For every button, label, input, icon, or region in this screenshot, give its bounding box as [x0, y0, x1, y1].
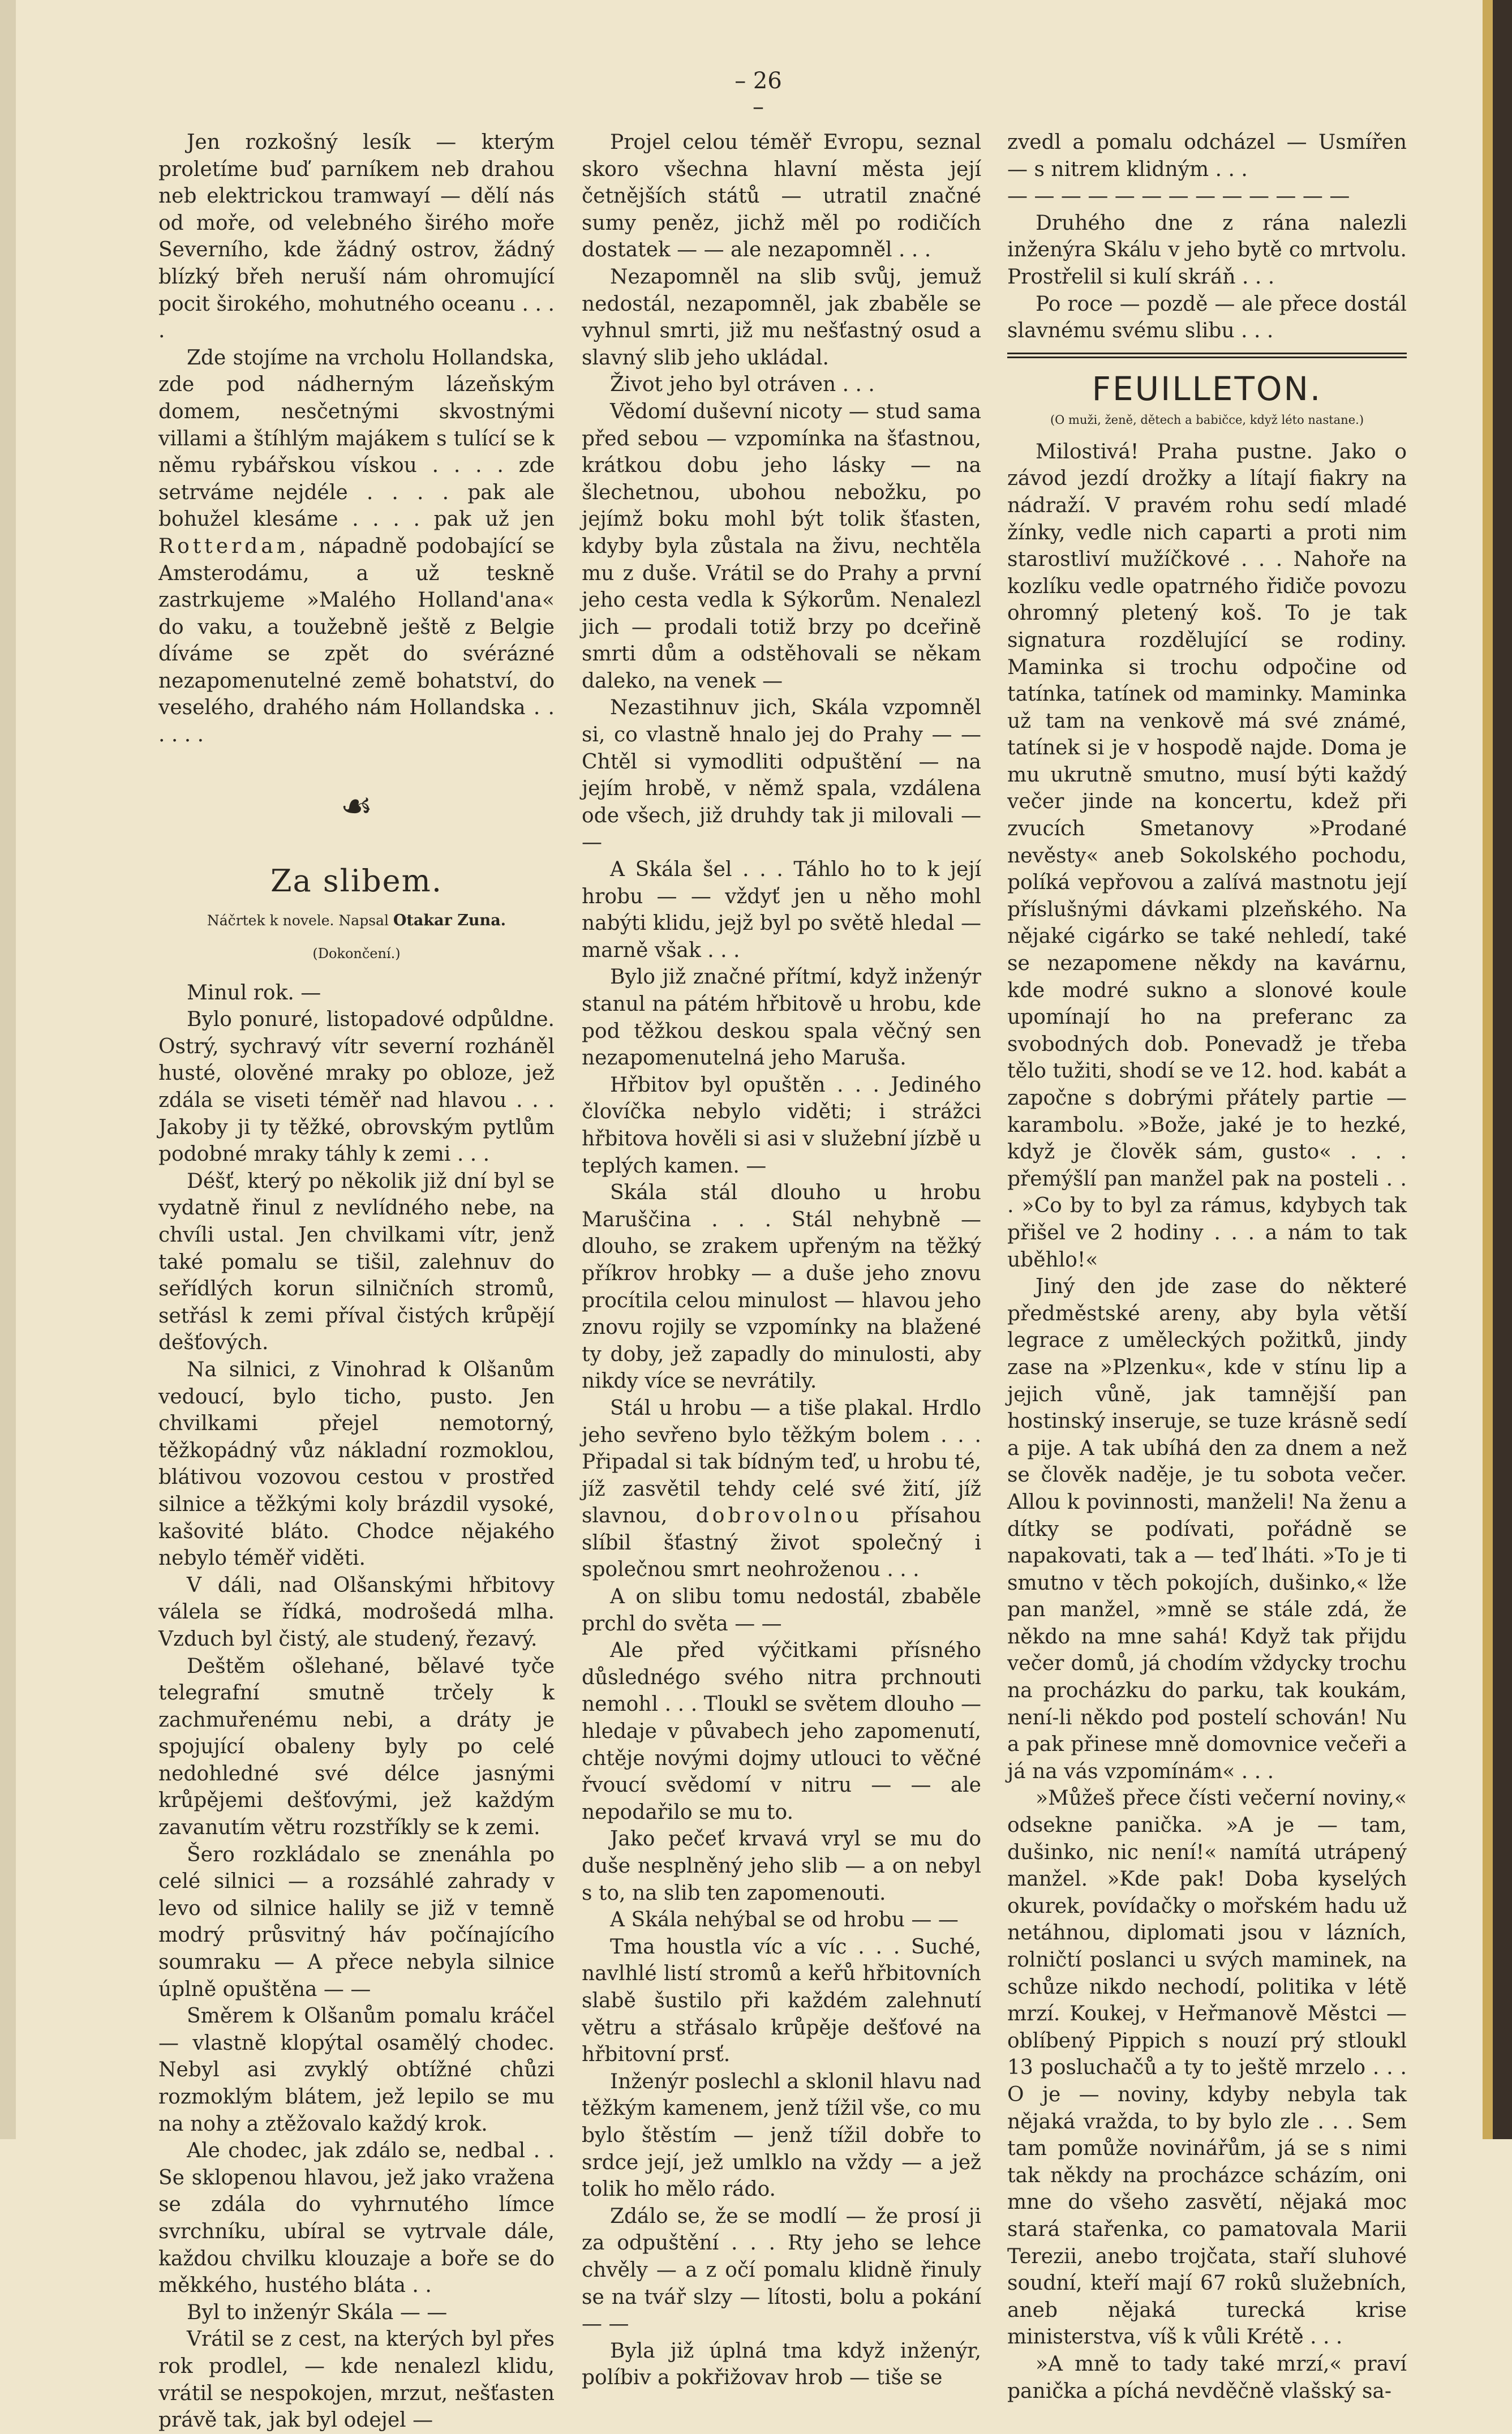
paragraph: Vědomí duševní nicoty — stud sama před sebou — vzpomínka na šťastnou, krátkou dobu jeho lásky — na šlechetnou, ubohou nebožku, po jejímž boku mohl být tolik šťasten, kdyby byla zůstala na živu, nechtěla mu z duše. Vrátil se do Prahy a první jeho cesta vedla k Sýkorům. Nenalezl jich — prodali totiž brzy po dceřině smrti dům a odstěhovali se někam daleko, na venek — [582, 400, 981, 693]
paragraph: Inženýr poslechl a sklonil hlavu nad těžkým kamenem, jenž tížil vše, co mu bylo štěstím — jenž tížil dobře to srdce její, jež umlklo na vždy — a jež tolik ho mělo rádo. [582, 2070, 981, 2201]
paragraph: Nezastihnuv jich, Skála vzpomněl si, co vlastně hnalo jej do Prahy — — Chtěl si vymodliti odpuštění — na jejím hrobě, v němž spala, vzdálena ode všech, již druhdy tak ji milovali — — [582, 696, 981, 855]
paragraph: A Skála nehýbal se od hrobu — — [610, 1908, 959, 1932]
column-3 [1007, 129, 1407, 2405]
paragraph: Život jeho byl otráven . . . [610, 373, 875, 397]
paragraph: Druhého dne z rána nalezli inženýra Skálu v jeho bytě co mrtvolu. Prostřelil si kulí skráň . . . [1007, 211, 1407, 289]
dash-line: — — — — — — — — — — — — — [1007, 184, 1350, 208]
paragraph: Šero rozkládalo se znenáhla po celé silnici — a rozsáhlé zahrady v levo od silnice halily se již v temně modrý průsvitný háv počínajícího soumraku — A přece nebyla silnice úplně opuštěna — — [158, 1843, 555, 2001]
feuilleton-subtitle: (O muži, ženě, dětech a babičce, když léto nastane.) [1050, 413, 1364, 427]
paragraph: Jen rozkošný lesík — kterým proletíme buď parníkem neb drahou neb elektrickou tramwayí — dělí nás od moře, od velebného širého moře Severního, kde žádný ostrov, žádný blízký břeh neruší nám ohromující pocit širokého, mohutného oceanu . . . . [158, 131, 555, 343]
paragraph: Ale chodec, jak zdálo se, nedbal . . Se sklopenou hlavou, jež jako vražena se zdála do vyhrnutého límce svrchníku, ubíral se vytrvale dále, každou chvilku klouzaje a boře se do měkkého, hustého bláta . . [158, 2139, 555, 2298]
paragraph: »A mně to tady také mrzí,« praví panička a píchá nevděčně vlašský sa- [1007, 2352, 1407, 2403]
feuilleton-title: FEUILLETON. [1092, 369, 1322, 408]
paragraph: Projel celou téměř Evropu, seznal skoro všechna hlavní města její četnějších států — utratil značné sumy peněz, jichž měl po rodičích dostatek — — ale nezapomněl . . . [582, 131, 981, 262]
page-right-edge [1493, 0, 1512, 2139]
paragraph: Zdálo se, že se modlí — že prosí ji za odpuštění . . . Rty jeho se lehce chvěly — a z očí pomalu klidně řinuly se na tvář slzy — lítosti, bolu a pokání — — [582, 2204, 981, 2336]
paragraph: Déšť, který po několik již dní byl se vydatně řinul z nevlídného nebe, na chvíli ustal. Jen chvilkami vítr, jenž také pomalu se tišil, zalehnuv do seřídlých korun silničních stromů, setřásl k zemi příval čistých krůpějí dešťových. [158, 1169, 555, 1355]
continuation-note: (Dokončení.) [312, 945, 401, 961]
paragraph: Hřbitov byl opuštěn . . . Jediného človíčka nebylo viděti; i strážci hřbitova hověli si asi v služební jízbě u teplých kamen. — [582, 1073, 981, 1178]
paragraph: Minul rok. — [187, 981, 321, 1004]
paragraph: Milostivá! Praha pustne. Jako o závod jezdí drožky a lítají fiakry na nádraží. V pravém rohu sedí mladé žínky, vedle nich caparti a proti nim starostliví mužíčkové . . . Nahoře na kozlíku vedle opatrného řidiče povozu ohromný pletený koš. To je tak signatura rozdělující se rodiny. Maminka si trochu odpočine od tatínka, tatínek od maminky. Maminka už tam na venkově má své známé, tatínek si je v hospodě najde. Doma je mu ukrutně smutno, musí býti každý večer jinde na koncertu, kdež při zvucích Smetanovy »Prodané nevěsty« aneb Sokolského pochodu, políká vepřovou a zalívá mastnotu její příslušnými dávkami plzeňského. Na nějaké cigárko se také nehledí, také se nezapomene někdy na kavárnu, kde modré sukno a slonové koule upomínají ho na preferanc za svobodných dob. Ponevadž je třeba tělo tužiti, shodí se ve 12. hod. kabát a započne s dobrými přátely partie — karambolu. »Bože, jaké je to hezké, když je člověk sám, gusto« . . . přemýšlí pan manžel pak na posteli . . . »Co by to byl za rámus, kdybych tak přišel ve 2 hodiny . . . a nám to tak uběhlo!« [1007, 440, 1407, 1272]
paragraph: Vrátil se z cest, na kterých byl přes rok prodlel, — kde nenalezl klidu, vrátil se nespokojen, mrzut, nešťasten právě tak, jak byl odejel — [158, 2328, 555, 2432]
paragraph: Směrem k Olšanům pomalu kráčel — vlastně klopýtal osamělý chodec. Nebyl asi zvyklý obtížné chůzi rozmoklým blátem, jež lepilo se mu na nohy a ztěžovalo každý krok. [158, 2004, 555, 2136]
spaced-word: Rotterdam, [158, 534, 310, 558]
story-subtitle: Náčrtek k novele. Napsal Otakar Zuna. [207, 911, 506, 929]
column-1 [158, 129, 555, 2434]
paragraph: Deštěm ošlehané, bělavé tyče telegrafní smutně trčely k zachmuřenému nebi, a dráty je spojující obaleny byly po celé nedohledné své délce jasnými krůpějemi dešťovými, jež každým zavanutím větru rozstříkly se k zemi. [158, 1654, 555, 1840]
page-left-edge [0, 0, 16, 2139]
paragraph: Bylo ponuré, listopadové odpůldne. Ostrý, sychravý vítr severní rozháněl husté, olověné mraky po obloze, jež zdála se viseti téměř nad hlavou . . . Jakoby ji ty těžké, obrovským pytlům podobné mraky táhly k zemi . . . [158, 1008, 555, 1166]
paragraph: V dáli, nad Olšanskými hřbitovy válela se řídká, modrošedá mlha. Vzduch byl čistý, ale studený, řezavý. [158, 1573, 555, 1651]
paragraph: »Můžeš přece čísti večerní noviny,« odsekne panička. »A je — tam, dušinko, nic není!« namítá utrápený manžel. »Kde pak! Doba kyselých okurek, povídačky o mořském hadu už netáhnou, diplomati jsou v lázních, rolničtí poslanci u svých maminek, na schůze nikdo nechodí, politika v létě mrzí. Koukej, v Heřmanově Městci — oblíbený Pippich s nouzí prý stloukl 13 posluchačů a ty to ještě mrzelo . . . O je — noviny, kdyby nebyla tak nějaká vražda, to by bylo zle . . . Sem tam pomůže novinářům, já se s nimi tak někdy na procházce scházím, oni mne do všeho zasvětí, nějaká moc stará stařenka, co pamatovala Marii Terezii, anebo trojčata, staří sluhové soudní, kteří mají 67 roků služebních, aneb nějaká turecká krise ministerstva, víš k vůli Krétě . . . [1007, 1787, 1407, 2349]
spaced-word: dobrovolnou [695, 1504, 862, 1528]
paragraph: Byla již úplná tma když inženýr, políbiv a pokřižovav hrob — tiše se [582, 2339, 981, 2390]
story-author: Otakar Zuna. [393, 911, 506, 929]
paragraph: Jako pečeť krvavá vryl se mu do duše nesplněný jeho slib — a on nebyl s to, na slib ten zapomenouti. [582, 1827, 981, 1905]
paragraph: Zde stojíme na vrcholu Hollandska, zde pod nádherným lázeňským domem, nesčetnými skvostnými villami a štíhlým majákem s tulící se k němu rybářskou vískou . . . . zde setrváme nejdéle . . . . pak ale bohužel klesáme . . . . pak už jen Rotterdam, nápadně podobající se Amsterodámu, a už teskně zastrkujeme »Malého Holland'ana« do vaku, a toužebně ještě z Belgie díváme se zpět do svérázné nezapomenutelné země bohatství, do veselého, drahého nám Hollandska . . . . . . [158, 346, 555, 747]
paragraph: Byl to inženýr Skála — — [187, 2300, 448, 2324]
paragraph: Po roce — pozdě — ale přece dostál slavnému svému slibu . . . [1007, 292, 1407, 343]
paragraph: Na silnici, z Vinohrad k Olšanům vedoucí, bylo ticho, pusto. Jen chvilkami přejel nemotorný, těžkopádný vůz nákladní rozmoklou, blátivou vozovou cestou v prostřed silnice a těžkými koly brázdil vysoké, kašovité bláto. Chodce nějakého nebylo téměř viděti. [158, 1358, 555, 1570]
paragraph: Nezapomněl na slib svůj, jemuž nedostál, nezapomněl, jak zbaběle se vyhnul smrti, již mu nešťastný osud a slavný slib jeho ukládal. [582, 265, 981, 370]
story-title: Za slibem. [270, 862, 443, 899]
paragraph: A on slibu tomu nedostál, zbaběle prchl do světa — — [582, 1585, 981, 1635]
paragraph: Ale před výčitkami přísného důslednégo svého nitra prchnouti nemohl . . . Tloukl se světem dlouho — hledaje v půvabech jeho zapomenutí, chtěje novými dojmy utlouci to věčné řvoucí svědomí v nitru — — ale nepodařilo se mu to. [582, 1639, 981, 1824]
paragraph: Skála stál dlouho u hrobu Maruščina . . . Stál nehybně — dlouho, se zrakem upřeným na těžký příkrov hrobky — a duše jeho znovu procítila celou minulost — hlavou jeho znovu rojily se vzpomínky na blažené ty doby, jež zapadly do minulosti, aby nikdy více se nevrátily. [582, 1181, 981, 1393]
binding-strip [1483, 0, 1493, 2139]
column-2 [582, 129, 981, 2392]
fleuron-ornament: ☙ [340, 785, 373, 827]
paragraph: Stál u hrobu — a tiše plakal. Hrdlo jeho sevřeno bylo těžkým bolem . . . Připadal si tak bídným teď, u hrobu té, jíž zasvětil tehdy celé své žití, jíž slavnou, dobrovolnou přísahou slíbil šťastný život společný i společnou smrt neohroženou . . . [582, 1396, 981, 1582]
paragraph: A Skála šel . . . Táhlo ho to k její hrobu — — vždyť jen u něho mohl nabýti klidu, jejž byl po světě hledal — marně však . . . [582, 858, 981, 962]
page-number: – 26 – [734, 68, 782, 120]
paragraph: Tma houstla víc a víc . . . Suché, navlhlé listí stromů a keřů hřbitovních slabě šustilo při každém zalehnutí větru a střásalo krůpěje dešťové na hřbitovní prsť. [582, 1935, 981, 2067]
paragraph: zvedl a pomalu odcházel — Usmířen — s nitrem klidným . . . [1007, 131, 1407, 181]
section-rule [1007, 353, 1407, 358]
paragraph: Jiný den jde zase do některé předměstské areny, aby byla větší legrace z uměleckých požitků, jindy zase na »Plzenku«, kde v stínu lip a jejich vůně, jak tamnější pan hostinský inseruje, se tuze krásně sedí a pije. A tak ubíhá den za dnem a než se člověk naděje, je tu sobota večer. Allou k povinnosti, manželi! Na ženu a dítky se podívati, pořádně se napakovati, tak a — teď lháti. »To je ti smutno v těch pokojích, dušinko,« lže pan manžel, »mně se stále zdá, že někdo na mne sahá! Když tak přijdu večer domů, já chodím vždycky trochu na procházku do parku, tak koukám, není-li někdo pod postelí schován! Nu a pak přinese mně domovnice večeři a já na vás vzpomínám« . . . [1007, 1275, 1407, 1783]
paragraph: Bylo již značné přítmí, když inženýr stanul na pátém hřbitově u hrobu, kde pod těžkou deskou spala věčný sen nezapomenutelná jeho Maruša. [582, 965, 981, 1070]
